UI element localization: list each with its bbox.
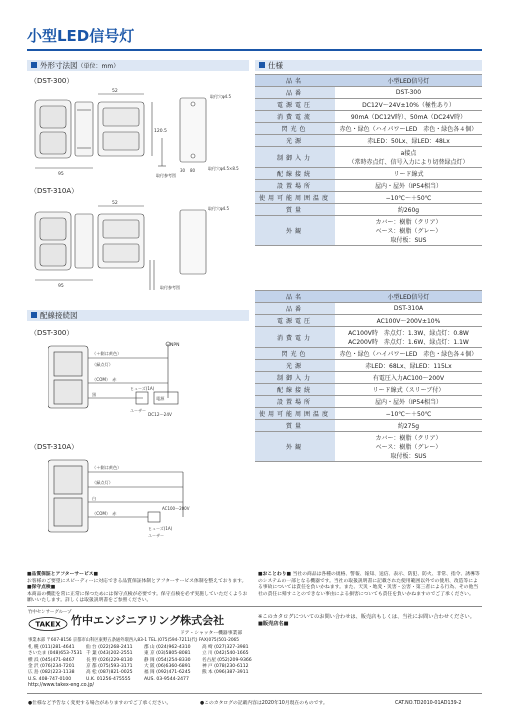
spec-row <box>255 303 482 315</box>
spec-value: DST-310A <box>335 303 482 315</box>
mount-ref: 取付参考図 <box>156 173 176 178</box>
inquiry-text: ※このカタログについてのお問い合わせは、販売店もしくは、当社にお問い合わせください。 <box>258 614 475 620</box>
shop-heading: ■販売店名■ <box>258 621 289 627</box>
spec-row <box>255 147 482 168</box>
spec-value: 赤色・緑色（ハイパワーLED 赤色・緑色各４個） <box>335 348 482 360</box>
user-label: ユーザー <box>130 408 146 413</box>
spec-row <box>255 315 482 327</box>
section-title: 外形寸法図 <box>40 61 78 70</box>
spec-value: 屋内・屋外（IP54相当） <box>335 180 482 192</box>
model-label-dst310a-wiring: （DST-310A） <box>30 443 79 451</box>
fuse-label: ヒューズ(1A) <box>130 386 155 391</box>
page-title: 小型LED信号灯 <box>27 27 135 45</box>
model-label-dst300: （DST-300） <box>30 77 74 85</box>
spec-value: 約275g <box>335 420 482 432</box>
group-label: 竹中センサーグループ <box>28 610 72 615</box>
spec-key: 品番 <box>255 87 335 99</box>
maint-heading: ■保守点検■ <box>27 585 56 591</box>
spec-value: 有電圧入力AC100〜200V <box>335 372 482 384</box>
spec-value: AC100V時 赤点灯：1.3W、緑点灯：0.8W AC200V時 赤点灯：1.6W、緑点灯：1.1W <box>335 327 482 348</box>
dim-width: 52 <box>112 201 118 206</box>
date-note: ●このカタログの記載内容は2020年10月現在のものです。 <box>200 701 328 706</box>
wiring-diagram-dst310a <box>48 452 248 542</box>
plus-note: （＋側は黄色） <box>92 351 122 356</box>
model-label-dst310a: （DST-310A） <box>30 187 79 195</box>
spec-row <box>255 180 482 192</box>
spec-row <box>255 348 482 360</box>
title-underline <box>27 49 482 51</box>
dim-80: 80 <box>190 168 196 173</box>
spec-value: 小型LED信号灯 <box>335 75 482 87</box>
spec-row <box>255 99 482 111</box>
wiring-diagram-dst300 <box>48 338 248 418</box>
spec-row <box>255 216 482 246</box>
section-wiring <box>27 310 249 321</box>
model-label-dst300-wiring: （DST-300） <box>30 329 74 337</box>
spec-value: 約260g <box>335 204 482 216</box>
user-label: ユーザー <box>148 533 164 538</box>
spec-table-dst300 <box>255 74 482 246</box>
branch-office: 郡 山 (024)962-4310 <box>144 645 191 650</box>
spec-row <box>255 87 482 99</box>
spec-key: 電源電圧 <box>255 315 335 327</box>
section-title: 仕様 <box>268 61 283 70</box>
spec-key: 質量 <box>255 204 335 216</box>
dimension-drawing-dst310a <box>30 200 250 295</box>
company-name: 竹中エンジニアリング株式会社 <box>71 614 225 627</box>
spec-value: DC12V〜24V±10%（極性あり） <box>335 99 482 111</box>
spec-row <box>255 327 482 348</box>
spec-row <box>255 135 482 147</box>
unit-label: （単位：mm） <box>77 63 120 70</box>
spec-key: 制御入力 <box>255 372 335 384</box>
inquiry-note <box>258 614 482 628</box>
branch-office: 高 松 (087)821-0025 <box>86 670 133 676</box>
section-title: 配線接続図 <box>40 311 78 320</box>
dim-hole: 取付穴φ4.5 <box>208 206 229 211</box>
spec-key: 品名 <box>255 75 335 87</box>
dim-30: 30 <box>180 168 186 173</box>
quality-heading: ■品質保証とアフターサービス■ <box>27 572 99 577</box>
branch-office: 高 崎 (027)327-3981 <box>202 645 249 650</box>
branch-office: さいたま (048)653-7531 <box>28 651 83 657</box>
branch-office: U.S. 408-747-0100 <box>28 676 72 682</box>
spec-key: 設置場所 <box>255 180 335 192</box>
dept-name: ドア・シャッター機器事業部 <box>180 631 243 636</box>
branch-office: 札 幌 (011)281-4641 <box>28 645 75 650</box>
fuse-label: ヒューズ(1A) <box>148 526 173 531</box>
dim-width: 52 <box>112 89 118 94</box>
ac-label: AC100〜200V <box>162 506 190 511</box>
spec-row <box>255 396 482 408</box>
branch-office: 横 浜 (045)471-8467 <box>28 657 75 663</box>
spec-key: 配線接続 <box>255 168 335 180</box>
spec-key: 消費電流 <box>255 111 335 123</box>
spec-value: −10℃〜＋50℃ <box>335 192 482 204</box>
spec-key: 制御入力 <box>255 147 335 168</box>
branch-office: 熊 本 (096)387-3911 <box>202 670 249 676</box>
spec-key: 消費電力 <box>255 327 335 348</box>
branch-office: 大 阪 (06)6360-6891 <box>144 663 191 669</box>
plus-note: （＋側は黄色） <box>92 465 122 470</box>
maint-body: 本商品の機能を常に正常に保つためには保守点検が必要です。保守点検を必ず実施していただくようお願いいたします。詳しくは取扱説明書をご参照ください。 <box>27 591 248 604</box>
notice-right <box>258 572 482 598</box>
branch-office: 長 野 (026)229-8130 <box>86 657 133 663</box>
branch-office: U.K. 01256-475555 <box>86 676 131 682</box>
spec-value: カバー：樹脂（クリア） ベース：樹脂（グレー） 取付板：SUS <box>335 216 482 246</box>
spec-value: 赤LED：68Lx、緑LED：115Lx <box>335 360 482 372</box>
section-dimensions <box>27 60 249 71</box>
npn-label: NPN <box>170 343 180 348</box>
green-note: （緑点灯） <box>92 362 113 367</box>
branch-office: 神 戸 (078)230-6112 <box>202 663 249 669</box>
spec-key: 外観 <box>255 216 335 246</box>
spec-table-dst310a <box>255 290 482 462</box>
branch-office: 東 京 (03)5805-8081 <box>144 651 191 657</box>
dc-label: DC12〜24V <box>148 412 172 417</box>
spec-value: 赤LED：50Lx、緑LED：48Lx <box>335 135 482 147</box>
spec-key: 光源 <box>255 135 335 147</box>
spec-key: 電源電圧 <box>255 99 335 111</box>
spec-row <box>255 291 482 303</box>
spec-row <box>255 204 482 216</box>
dim-depth: 95 <box>58 284 64 289</box>
spec-row <box>255 360 482 372</box>
catalog-number: CAT.NO.TD2010-01AD139-2 <box>395 701 462 706</box>
white-wire: 白 <box>92 496 97 501</box>
branch-office: 広 島 (082)223-1138 <box>28 670 75 676</box>
power-label: 電源 <box>156 396 165 401</box>
spec-key: 使用可能周囲温度 <box>255 408 335 420</box>
square-icon <box>259 62 265 68</box>
spec-key: 閃光色 <box>255 123 335 135</box>
spec-row <box>255 420 482 432</box>
company-url: http://www.takex-eng.co.jp/ <box>28 683 94 688</box>
branch-office: 金 沢 (076)234-7201 <box>28 663 75 669</box>
branch-office: 京 都 (075)593-3171 <box>86 663 133 669</box>
spec-value: a接点 （常時赤点灯、信号入力により切替緑点灯） <box>335 147 482 168</box>
spec-key: 設置場所 <box>255 396 335 408</box>
spec-key: 使用可能周囲温度 <box>255 192 335 204</box>
branch-office: 立 川 (042)540-1665 <box>202 651 249 657</box>
spec-value: 90mA（DC12V時）、50mA（DC24V時） <box>335 111 482 123</box>
dim-depth: 95 <box>58 172 64 177</box>
dim-height: 120.5 <box>154 129 167 134</box>
spec-row <box>255 384 482 396</box>
spec-key: 質量 <box>255 420 335 432</box>
divider-bottom <box>27 693 482 694</box>
divider <box>27 606 482 607</box>
spec-key: 品名 <box>255 291 335 303</box>
spec-value: DST-300 <box>335 87 482 99</box>
branch-office: 福 岡 (092)471-6245 <box>144 670 191 676</box>
spec-value: リード線式 <box>335 168 482 180</box>
spec-value: 赤色・緑色（ハイパワーLED 赤色・緑色各４個） <box>335 123 482 135</box>
spec-row <box>255 168 482 180</box>
spec-value: カバー：樹脂（クリア） ベース：樹脂（グレー） 取付板：SUS <box>335 432 482 462</box>
square-icon <box>31 62 37 68</box>
dim-hole-size: 取付穴φ4.5×8.5 <box>208 166 239 171</box>
change-note: ●仕様など予告なく変更する場合がありますのでご了承ください。 <box>28 701 172 706</box>
dimension-drawing-dst300 <box>30 88 250 183</box>
mount-ref: 取付参考図 <box>160 285 180 290</box>
quality-body: お客様のご要望にスピーディーに対応できる品質保証体制とアフターサービス体制を整えております。 <box>27 578 247 584</box>
spec-key: 品番 <box>255 303 335 315</box>
square-icon <box>31 312 37 318</box>
notice-left <box>27 572 249 605</box>
black-wire: 黒 <box>92 392 97 397</box>
spec-value: 小型LED信号灯 <box>335 291 482 303</box>
spec-value: AC100V〜200V±10% <box>335 315 482 327</box>
spec-key: 閃光色 <box>255 348 335 360</box>
spec-row <box>255 111 482 123</box>
spec-value: 屋内・屋外（IP54相当） <box>335 396 482 408</box>
spec-row <box>255 123 482 135</box>
spec-value: −10℃〜＋50℃ <box>335 408 482 420</box>
branch-office: 仙 台 (022)268-2411 <box>86 645 133 650</box>
branch-office: 静 岡 (054)254-8330 <box>144 657 191 663</box>
disclaimer-heading: ■おことわり■ <box>258 572 292 577</box>
branch-office: 名古屋 (052)209-9366 <box>202 657 252 663</box>
dim-hole: 取付穴φ4.5 <box>210 94 231 99</box>
spec-key: 配線接続 <box>255 384 335 396</box>
hq-address: 事業本部 〒607-8156 京都市山科区東野五条通外環西入83-1 TEL.(075)594-7211(代) FAX(075)501-2065 <box>28 638 240 643</box>
spec-key: 外観 <box>255 432 335 462</box>
spec-row <box>255 75 482 87</box>
com-label: （COM） 赤 <box>92 511 117 516</box>
green-note: （緑点灯） <box>92 480 113 485</box>
spec-row <box>255 432 482 462</box>
company-logo <box>28 617 68 631</box>
disclaimer-body: 当社の商品は各種の規格、警報、報知、送信、表示、防犯、防火、非常、指令、誘導等のシステムの一部となる機器です。当社の取扱説明書に記載された使用範囲以外での使用、改造等による事故については責任を負いかねます。また、天災・地変・災害・公害・第三者による行為、その他当社の責任に帰すことのできない事由による損害についても責任を負いかねますのでご了承ください。 <box>258 572 480 597</box>
logo-text: TAKEX <box>35 620 61 629</box>
section-spec <box>255 60 482 71</box>
header <box>27 25 487 49</box>
spec-value: リード線式（スリーブ付） <box>335 384 482 396</box>
spec-row <box>255 372 482 384</box>
branch-office: AUS. 03-9544-2477 <box>144 676 189 682</box>
spec-row <box>255 192 482 204</box>
com-label: （COM） 赤 <box>92 377 117 382</box>
spec-row <box>255 408 482 420</box>
branch-office: 千 葉 (043)202-2551 <box>86 651 133 657</box>
spec-key: 光源 <box>255 360 335 372</box>
